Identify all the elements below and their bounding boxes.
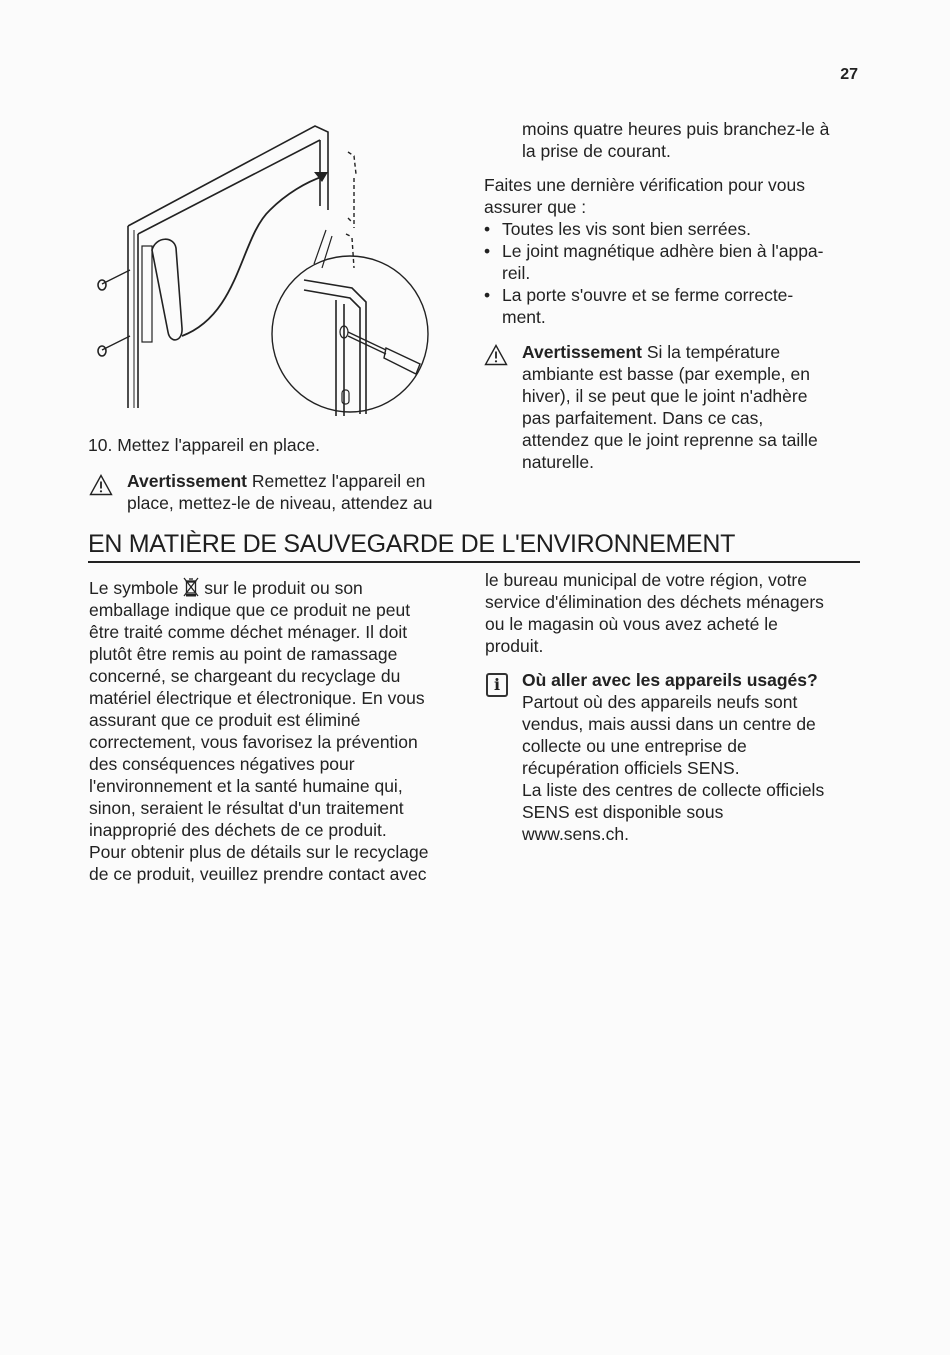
magnifier-circle [272,256,428,412]
right-warning: Avertissement Si la température ambiante est basse (par exemple, en hiver), il se peut que le joint n'adhère pas parfaitement. Dans ce cas, attendez que le joint reprenne sa taille naturelle. [522,342,818,472]
title-divider [88,561,860,563]
list-item: • La porte s'ouvre et se ferme correcte- ment. [482,284,824,328]
list-item: • Toutes les vis sont bien serrées. [482,218,824,240]
info-icon: i [486,673,508,697]
check-intro: Faites une dernière vérification pour vous assurer que : [484,175,806,217]
info-note: Où aller avec les appareils usagés? Partout où des appareils neufs sont vendus, mais aussi dans un centre de collecte ou une entreprise de récupération officiels SENS. La liste des centres de collecte officiels SENS est disponible sous www.sens.ch. [522,670,825,844]
warning-icon [89,474,113,496]
door-installation-illustration [90,118,440,418]
warning-icon [484,344,508,366]
left-warning: Avertissement Remettez l'appareil en place, mettez-le de niveau, attendez au [127,471,433,513]
door-top-edge [128,126,328,226]
crossed-bin-icon [183,577,199,597]
screwdriver-icon [340,326,420,374]
page-number: 27 [840,66,858,83]
info-title: Où aller avec les appareils usagés? [522,670,818,690]
step-10: 10. Mettez l'appareil en place. [88,435,320,455]
continuation-text: moins quatre heures puis branchez-le à la prise de courant. [522,119,830,161]
checklist [482,218,824,328]
screw-lower-icon [98,336,130,356]
warning-label: Avertissement [522,342,642,362]
screw-upper-icon [98,270,130,290]
env-right-column: le bureau municipal de votre région, votre service d'élimination des déchets ménagers ou le magasin où vous avez acheté le produit. [485,570,824,656]
env-left-column: Le symbole sur le produit ou son emballage indique que ce produit ne peut être traité comme déchet ménager. Il doit plutôt être remis au point de ramassage concerné, se chargeant du recyclage du matériel électrique et électronique. En vous assurant que ce produit est éliminé correctement, vous favorisez la prévention des conséquences négatives pour l'environnement et la santé humaine qui, sinon, seraient le résultat d'un traitement inapproprié des déchets de ce produit. Pour obtenir plus de détails sur le recyclage de ce produit, veuillez prendre contact avec [89,578,429,884]
warning-label: Avertissement [127,471,247,491]
section-title: EN MATIÈRE DE SAUVEGARDE DE L'ENVIRONNEMENT [88,530,736,558]
list-item: • Le joint magnétique adhère bien à l'appa- reil. [482,240,824,284]
